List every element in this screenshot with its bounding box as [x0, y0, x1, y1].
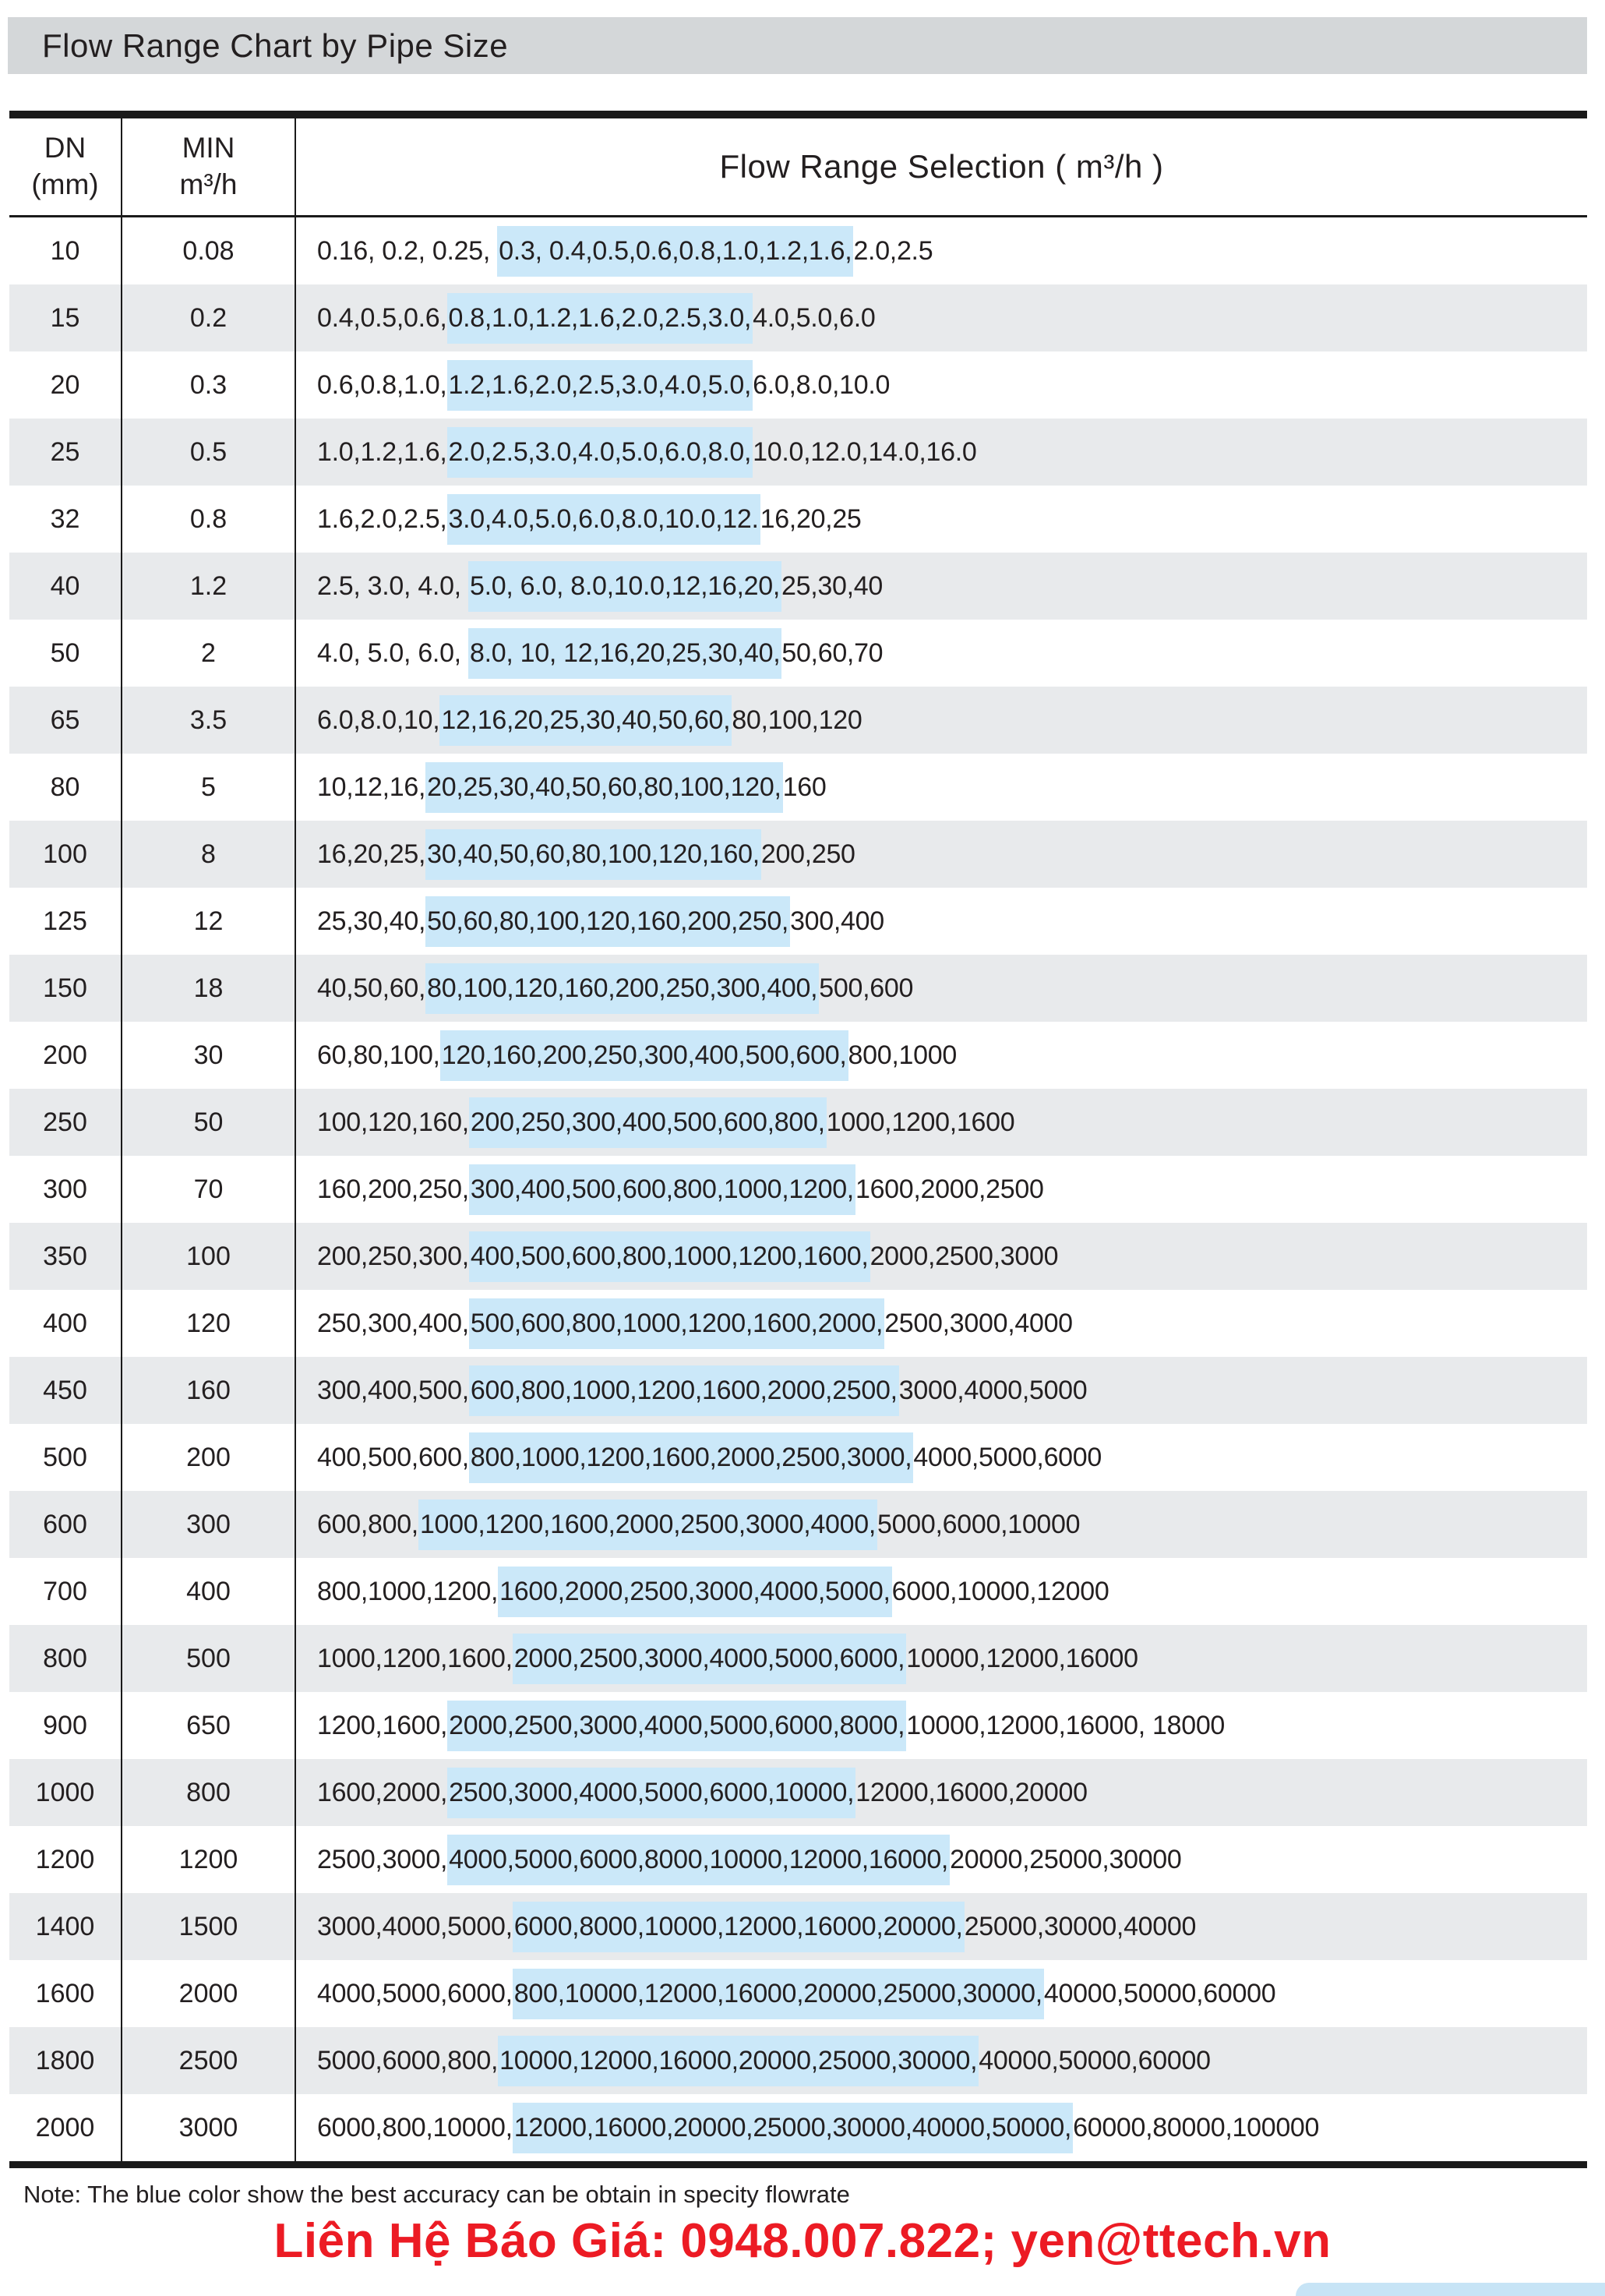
dn-cell: 32 — [9, 486, 122, 553]
dn-cell: 15 — [9, 284, 122, 351]
table-row — [9, 1089, 1587, 1156]
flow-range-cell — [296, 888, 1587, 955]
flow-values-plain: 1000,1200,1600, — [317, 1643, 513, 1673]
flow-values-highlighted: 800,10000,12000,16000,20000,25000,30000, — [513, 1969, 1044, 2019]
header-dn-line2: (mm) — [31, 168, 99, 200]
page-title: Flow Range Chart by Pipe Size — [42, 26, 509, 64]
dn-cell: 20 — [9, 351, 122, 419]
flow-values-plain: 300,400 — [790, 906, 884, 936]
table-row — [9, 754, 1587, 821]
flow-values-plain: 0.16, 0.2, 0.25, — [317, 235, 498, 266]
flow-values-plain: 6000,800,10000, — [317, 2112, 513, 2142]
flow-values-plain: 4000,5000,6000 — [913, 1442, 1102, 1472]
table-row — [9, 687, 1587, 754]
table-row — [9, 888, 1587, 955]
flow-range-cell — [296, 217, 1587, 284]
dn-cell: 700 — [9, 1558, 122, 1625]
flow-values-plain: 40,50,60, — [317, 973, 426, 1003]
flow-values-plain: 250,300,400, — [317, 1308, 469, 1338]
flow-values-highlighted: 80,100,120,160,200,250,300,400, — [425, 963, 819, 1014]
flow-range-table — [9, 111, 1587, 2168]
flow-range-cell — [296, 553, 1587, 620]
header-dn-line1: DN — [44, 132, 86, 164]
flow-values-plain: 40000,50000,60000 — [1043, 1978, 1276, 2008]
min-cell: 160 — [122, 1357, 296, 1424]
flow-values-plain: 400,500,600, — [317, 1442, 469, 1472]
flow-range-cell — [296, 486, 1587, 553]
flow-values-plain: 60,80,100, — [317, 1040, 440, 1070]
flow-values-plain: 1.0,1.2,1.6, — [317, 436, 447, 467]
flow-values-plain: 1600,2000, — [317, 1777, 448, 1807]
flow-range-cell — [296, 1491, 1587, 1558]
dn-cell: 350 — [9, 1223, 122, 1290]
flow-range-cell — [296, 1156, 1587, 1223]
dn-cell: 300 — [9, 1156, 122, 1223]
flow-range-cell — [296, 1089, 1587, 1156]
dn-cell: 600 — [9, 1491, 122, 1558]
min-cell: 3.5 — [122, 687, 296, 754]
flow-values-plain: 16,20,25, — [317, 839, 426, 869]
flow-values-highlighted: 1.2,1.6,2.0,2.5,3.0,4.0,5.0, — [447, 360, 753, 411]
min-cell: 70 — [122, 1156, 296, 1223]
flow-values-highlighted: 300,400,500,600,800,1000,1200, — [469, 1164, 855, 1215]
flow-values-highlighted: 2000,2500,3000,4000,5000,6000, — [513, 1634, 907, 1684]
dn-cell: 100 — [9, 821, 122, 888]
flow-values-highlighted: 12,16,20,25,30,40,50,60, — [439, 695, 732, 746]
table-row — [9, 620, 1587, 687]
flow-range-cell — [296, 1424, 1587, 1491]
flow-values-plain: 4.0,5.0,6.0 — [753, 302, 876, 333]
table-row — [9, 1156, 1587, 1223]
flow-values-plain: 2500,3000,4000 — [884, 1308, 1073, 1338]
flow-values-plain: 12000,16000,20000 — [855, 1777, 1088, 1807]
flow-values-plain: 5000,6000,800, — [317, 2045, 499, 2075]
flow-values-plain: 25000,30000,40000 — [964, 1911, 1197, 1941]
footnote: Note: The blue color show the best accuracy can be obtain in specity flowrate — [23, 2181, 850, 2208]
min-cell: 12 — [122, 888, 296, 955]
flow-values-plain: 800,1000,1200, — [317, 1576, 499, 1606]
header-min-line1: MIN — [182, 132, 235, 164]
min-cell: 2 — [122, 620, 296, 687]
table-header-row — [9, 118, 1587, 217]
flow-values-highlighted: 2.0,2.5,3.0,4.0,5.0,6.0,8.0, — [447, 427, 753, 478]
flow-values-plain: 500,600 — [819, 973, 914, 1003]
table-row — [9, 1424, 1587, 1491]
table-row — [9, 1759, 1587, 1826]
table-row — [9, 2027, 1587, 2094]
flow-values-highlighted: 0.8,1.0,1.2,1.6,2.0,2.5,3.0, — [447, 293, 753, 344]
min-cell: 18 — [122, 955, 296, 1022]
flow-values-plain: 6.0,8.0,10.0 — [753, 369, 891, 400]
flow-range-cell — [296, 1357, 1587, 1424]
table-row — [9, 1826, 1587, 1893]
flow-values-plain: 1000,1200,1600 — [826, 1107, 1015, 1137]
header-min-line2: m³/h — [179, 168, 238, 200]
flow-values-plain: 10000,12000,16000 — [906, 1643, 1138, 1673]
flow-values-highlighted: 0.3, 0.4,0.5,0.6,0.8,1.0,1.2,1.6, — [497, 226, 853, 277]
table-row — [9, 1022, 1587, 1089]
dn-cell: 800 — [9, 1625, 122, 1692]
flow-values-highlighted: 50,60,80,100,120,160,200,250, — [425, 896, 790, 947]
min-cell: 5 — [122, 754, 296, 821]
flow-values-highlighted: 200,250,300,400,500,600,800, — [469, 1097, 827, 1148]
min-cell: 0.3 — [122, 351, 296, 419]
flow-values-highlighted: 20,25,30,40,50,60,80,100,120, — [425, 762, 783, 813]
corner-decoration — [1296, 2283, 1605, 2296]
dn-cell: 40 — [9, 553, 122, 620]
table-row — [9, 1491, 1587, 1558]
table-body — [9, 217, 1587, 2161]
flow-range-cell — [296, 821, 1587, 888]
flow-values-plain: 40000,50000,60000 — [979, 2045, 1211, 2075]
min-cell: 0.2 — [122, 284, 296, 351]
flow-values-highlighted: 800,1000,1200,1600,2000,2500,3000, — [469, 1432, 913, 1483]
flow-values-highlighted: 3.0,4.0,5.0,6.0,8.0,10.0,12. — [447, 494, 760, 545]
min-cell: 300 — [122, 1491, 296, 1558]
flow-range-cell — [296, 1223, 1587, 1290]
table-row — [9, 1357, 1587, 1424]
flow-range-cell — [296, 687, 1587, 754]
flow-values-plain: 16,20,25 — [760, 503, 862, 534]
flow-values-plain: 800,1000 — [848, 1040, 957, 1070]
min-cell: 1200 — [122, 1826, 296, 1893]
min-cell: 50 — [122, 1089, 296, 1156]
flow-range-cell — [296, 2027, 1587, 2094]
flow-values-plain: 200,250,300, — [317, 1241, 469, 1271]
table-row — [9, 1290, 1587, 1357]
flow-values-plain: 2.0,2.5 — [853, 235, 933, 266]
table-row — [9, 351, 1587, 419]
flow-values-plain: 3000,4000,5000, — [317, 1911, 513, 1941]
min-cell: 100 — [122, 1223, 296, 1290]
flow-range-cell — [296, 351, 1587, 419]
dn-cell: 1800 — [9, 2027, 122, 2094]
flow-values-plain: 60000,80000,100000 — [1073, 2112, 1320, 2142]
flow-range-cell — [296, 419, 1587, 486]
flow-range-cell — [296, 1692, 1587, 1759]
min-cell: 650 — [122, 1692, 296, 1759]
dn-cell: 1400 — [9, 1893, 122, 1960]
title-bar — [8, 17, 1587, 74]
flow-values-plain: 4.0, 5.0, 6.0, — [317, 638, 468, 668]
min-cell: 1500 — [122, 1893, 296, 1960]
flow-values-highlighted: 5.0, 6.0, 8.0,10.0,12,16,20, — [468, 561, 781, 612]
flow-range-cell — [296, 620, 1587, 687]
table-row — [9, 1558, 1587, 1625]
flow-values-plain: 600,800, — [317, 1509, 418, 1539]
flow-values-highlighted: 600,800,1000,1200,1600,2000,2500, — [469, 1365, 899, 1416]
table-row — [9, 955, 1587, 1022]
header-flow-range-label: Flow Range Selection ( m³/h ) — [719, 148, 1164, 185]
min-cell: 200 — [122, 1424, 296, 1491]
flow-values-plain: 1200,1600, — [317, 1710, 448, 1740]
dn-cell: 450 — [9, 1357, 122, 1424]
min-cell: 8 — [122, 821, 296, 888]
flow-range-cell — [296, 1022, 1587, 1089]
header-min — [122, 118, 296, 215]
table-row — [9, 2094, 1587, 2161]
table-row — [9, 1960, 1587, 2027]
min-cell: 30 — [122, 1022, 296, 1089]
flow-values-plain: 0.4,0.5,0.6, — [317, 302, 447, 333]
dn-cell: 900 — [9, 1692, 122, 1759]
flow-values-highlighted: 4000,5000,6000,8000,10000,12000,16000, — [447, 1835, 950, 1885]
dn-cell: 80 — [9, 754, 122, 821]
dn-cell: 1000 — [9, 1759, 122, 1826]
min-cell: 800 — [122, 1759, 296, 1826]
dn-cell: 65 — [9, 687, 122, 754]
dn-cell: 500 — [9, 1424, 122, 1491]
flow-range-cell — [296, 1960, 1587, 2027]
flow-values-plain: 50,60,70 — [781, 638, 884, 668]
table-row — [9, 553, 1587, 620]
contact-line: Liên Hệ Báo Giá: 0948.007.822; yen@ttech.vn — [273, 2214, 1332, 2268]
flow-values-plain: 10000,12000,16000, 18000 — [906, 1710, 1226, 1740]
table-row — [9, 284, 1587, 351]
flow-values-highlighted: 6000,8000,10000,12000,16000,20000, — [513, 1902, 965, 1952]
flow-values-plain: 25,30,40, — [317, 906, 426, 936]
flow-values-plain: 10.0,12.0,14.0,16.0 — [753, 436, 977, 467]
flow-values-plain: 6000,10000,12000 — [891, 1576, 1109, 1606]
min-cell: 2500 — [122, 2027, 296, 2094]
flow-values-highlighted: 8.0, 10, 12,16,20,25,30,40, — [468, 628, 781, 679]
flow-range-cell — [296, 284, 1587, 351]
dn-cell: 25 — [9, 419, 122, 486]
min-cell: 400 — [122, 1558, 296, 1625]
flow-values-highlighted: 10000,12000,16000,20000,25000,30000, — [498, 2036, 979, 2086]
table-row — [9, 486, 1587, 553]
flow-values-plain: 1600,2000,2500 — [855, 1174, 1044, 1204]
flow-values-plain: 10,12,16, — [317, 772, 426, 802]
dn-cell: 250 — [9, 1089, 122, 1156]
dn-cell: 1200 — [9, 1826, 122, 1893]
dn-cell: 125 — [9, 888, 122, 955]
flow-values-highlighted: 2500,3000,4000,5000,6000,10000, — [447, 1768, 855, 1818]
flow-values-plain: 200,250 — [760, 839, 855, 869]
flow-range-cell — [296, 1290, 1587, 1357]
flow-values-plain: 160 — [782, 772, 827, 802]
table-row — [9, 1625, 1587, 1692]
min-cell: 500 — [122, 1625, 296, 1692]
flow-values-plain: 20000,25000,30000 — [950, 1844, 1182, 1874]
table-row — [9, 419, 1587, 486]
flow-values-plain: 1.6,2.0,2.5, — [317, 503, 447, 534]
min-cell: 0.08 — [122, 217, 296, 284]
min-cell: 1.2 — [122, 553, 296, 620]
dn-cell: 2000 — [9, 2094, 122, 2161]
flow-values-highlighted: 120,160,200,250,300,400,500,600, — [440, 1030, 848, 1081]
min-cell: 0.8 — [122, 486, 296, 553]
dn-cell: 150 — [9, 955, 122, 1022]
flow-values-highlighted: 2000,2500,3000,4000,5000,6000,8000, — [447, 1701, 906, 1751]
dn-cell: 400 — [9, 1290, 122, 1357]
flow-values-plain: 5000,6000,10000 — [877, 1509, 1081, 1539]
flow-range-cell — [296, 1625, 1587, 1692]
dn-cell: 1600 — [9, 1960, 122, 2027]
dn-cell: 50 — [9, 620, 122, 687]
flow-values-plain: 3000,4000,5000 — [898, 1375, 1088, 1405]
table-row — [9, 1893, 1587, 1960]
header-dn — [9, 118, 122, 215]
flow-range-cell — [296, 1893, 1587, 1960]
flow-values-plain: 2000,2500,3000 — [870, 1241, 1059, 1271]
flow-range-cell — [296, 1759, 1587, 1826]
flow-values-plain: 0.6,0.8,1.0, — [317, 369, 447, 400]
flow-values-plain: 2.5, 3.0, 4.0, — [317, 570, 468, 601]
flow-values-plain: 160,200,250, — [317, 1174, 469, 1204]
dn-cell: 10 — [9, 217, 122, 284]
flow-values-plain: 2500,3000, — [317, 1844, 448, 1874]
flow-range-cell — [296, 754, 1587, 821]
flow-range-cell — [296, 1558, 1587, 1625]
min-cell: 120 — [122, 1290, 296, 1357]
flow-range-cell — [296, 955, 1587, 1022]
flow-values-highlighted: 12000,16000,20000,25000,30000,40000,50000, — [513, 2103, 1073, 2153]
flow-values-plain: 100,120,160, — [317, 1107, 469, 1137]
flow-values-highlighted: 500,600,800,1000,1200,1600,2000, — [469, 1298, 884, 1349]
table-row — [9, 821, 1587, 888]
flow-values-plain: 4000,5000,6000, — [317, 1978, 513, 2008]
flow-range-cell — [296, 2094, 1587, 2161]
header-flow-range — [296, 118, 1587, 215]
table-row — [9, 1223, 1587, 1290]
flow-range-cell — [296, 1826, 1587, 1893]
flow-values-highlighted: 30,40,50,60,80,100,120,160, — [425, 829, 761, 880]
flow-values-highlighted: 1600,2000,2500,3000,4000,5000, — [498, 1567, 892, 1617]
flow-values-highlighted: 1000,1200,1600,2000,2500,3000,4000, — [418, 1499, 877, 1550]
min-cell: 3000 — [122, 2094, 296, 2161]
table-row — [9, 1692, 1587, 1759]
table-row — [9, 217, 1587, 284]
flow-values-plain: 300,400,500, — [317, 1375, 469, 1405]
flow-values-plain: 80,100,120 — [732, 705, 862, 735]
flow-values-plain: 6.0,8.0,10, — [317, 705, 440, 735]
min-cell: 0.5 — [122, 419, 296, 486]
flow-values-plain: 25,30,40 — [781, 570, 883, 601]
dn-cell: 200 — [9, 1022, 122, 1089]
flow-values-highlighted: 400,500,600,800,1000,1200,1600, — [469, 1231, 870, 1282]
min-cell: 2000 — [122, 1960, 296, 2027]
